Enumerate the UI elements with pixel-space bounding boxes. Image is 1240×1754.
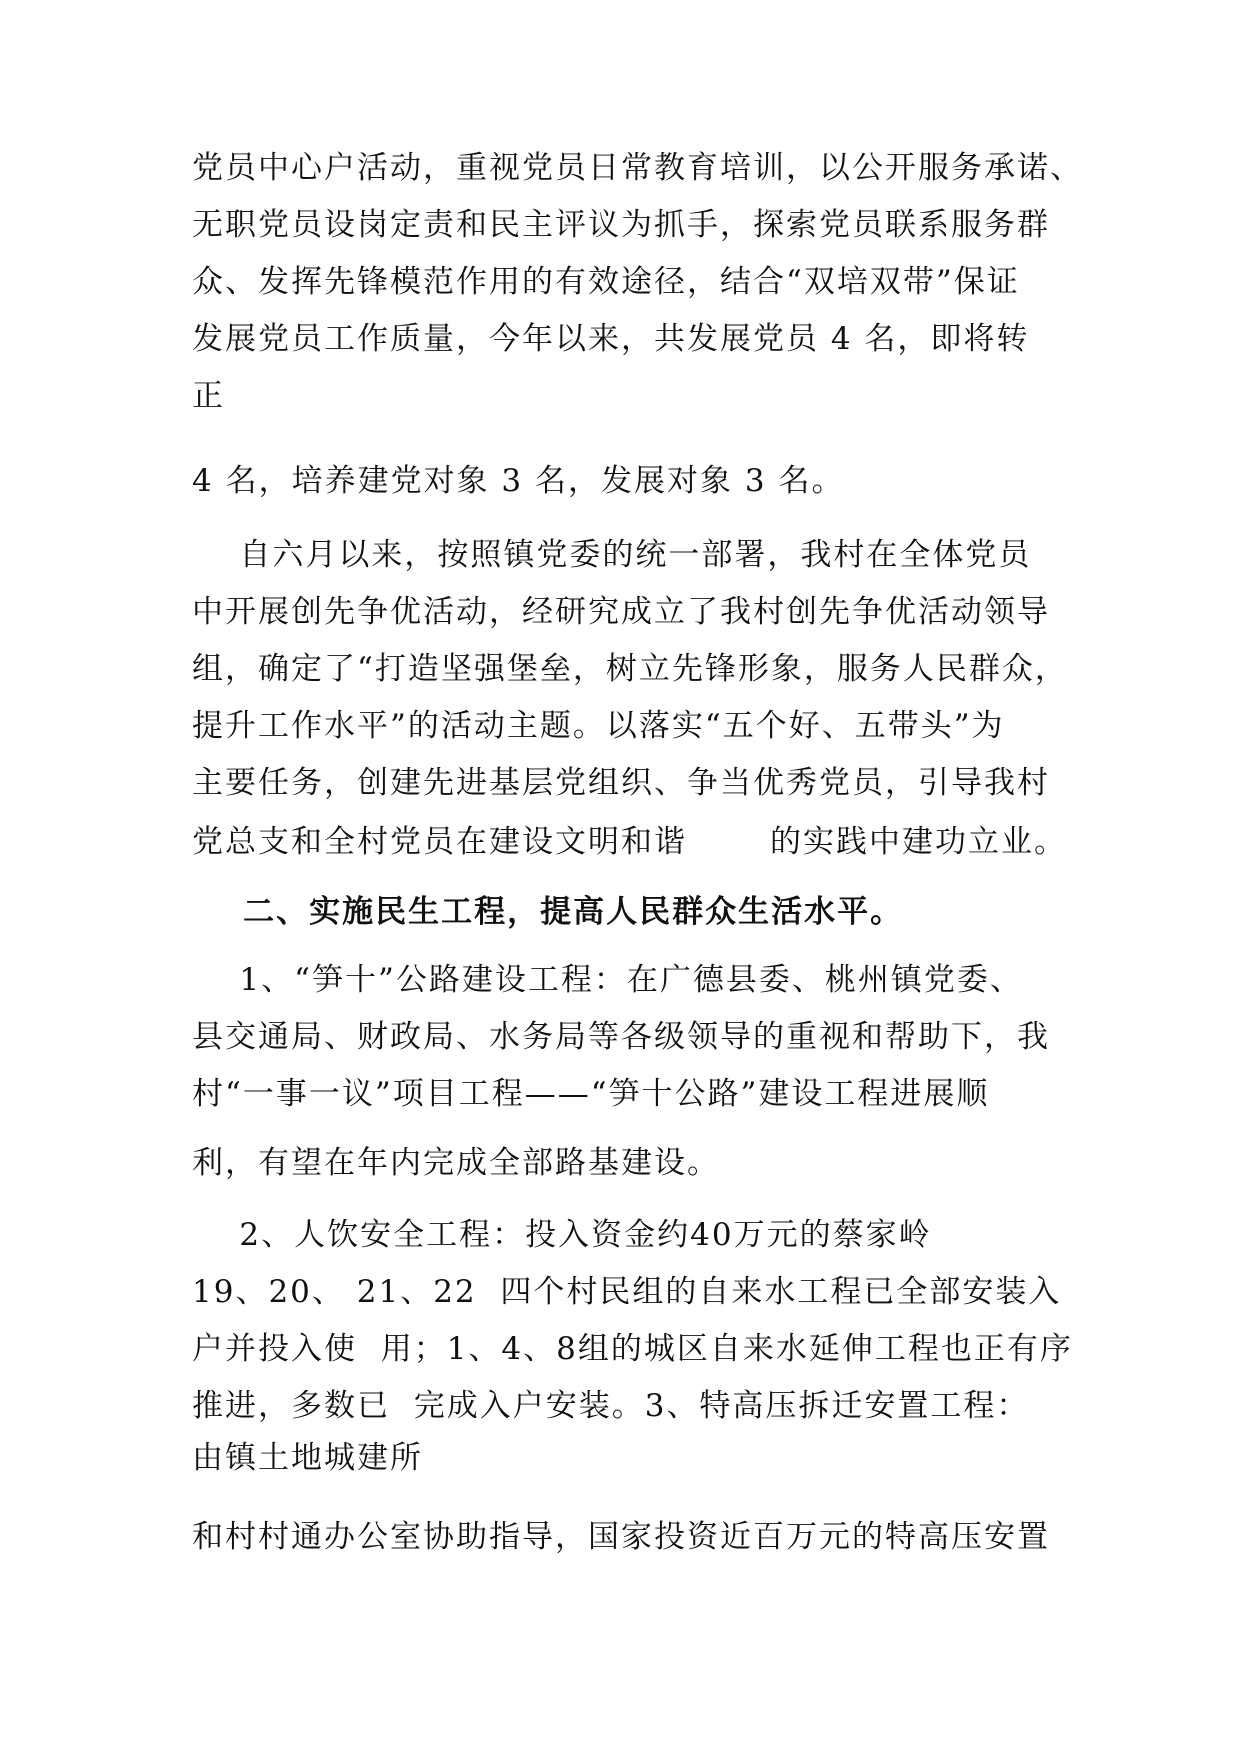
paragraph-line: 19、20、 21、22 四个村民组的自来水工程已全部安装入	[192, 1274, 1062, 1310]
paragraph-line: 4 名，培养建党对象 3 名，发展对象 3 名。	[192, 463, 845, 499]
paragraph-line: 正	[192, 378, 225, 414]
paragraph-line: 推进，多数已 完成入户安装。3、特高压拆迁安置工程：	[192, 1388, 1030, 1424]
paragraph-line: 无职党员设岗定责和民主评议为抓手，探索党员联系服务群	[192, 207, 1050, 243]
paragraph-line: 中开展创先争优活动，经研究成立了我村创先争优活动领导	[192, 594, 1050, 630]
paragraph-line: 提升工作水平”的活动主题。以落实“五个好、五带头”为	[192, 708, 1005, 744]
paragraph-line: 主要任务，创建先进基层党组织、争当优秀党员，引导我村	[192, 765, 1050, 801]
paragraph-line: 1、“笋十”公路建设工程：在广德县委、桃州镇党委、	[192, 962, 1023, 998]
section-heading: 二、实施民生工程，提高人民群众生活水平。	[192, 894, 904, 930]
paragraph-line: 和村村通办公室协助指导，国家投资近百万元的特高压安置	[192, 1519, 1050, 1555]
paragraph-line: 村“一事一议”项目工程——“笋十公路”建设工程进展顺	[192, 1076, 990, 1112]
paragraph-line: 党总支和全村党员在建设文明和谐 的实践中建功立业。	[192, 824, 1067, 860]
paragraph-line: 党员中心户活动，重视党员日常教育培训，以公开服务承诺、	[192, 150, 1083, 186]
paragraph-line: 户并投入使 用；1、4、8组的城区自来水延伸工程也正有序	[192, 1331, 1073, 1367]
paragraph-line: 2、人饮安全工程：投入资金约40万元的蔡家岭	[192, 1217, 932, 1253]
paragraph-line: 众、发挥先锋模范作用的有效途径，结合“双培双带”保证	[192, 264, 1020, 300]
paragraph-line: 自六月以来，按照镇党委的统一部署，我村在全体党员	[192, 537, 1032, 573]
paragraph-line: 县交通局、财政局、水务局等各级领导的重视和帮助下，我	[192, 1019, 1050, 1055]
paragraph-line: 发展党员工作质量，今年以来，共发展党员 4 名，即将转	[192, 321, 1030, 357]
paragraph-line: 利，有望在年内完成全部路基建设。	[192, 1145, 720, 1181]
paragraph-line: 组，确定了“打造坚强堡垒，树立先锋形象，服务人民群众，	[192, 651, 1068, 687]
paragraph-line: 由镇土地城建所	[192, 1440, 423, 1476]
